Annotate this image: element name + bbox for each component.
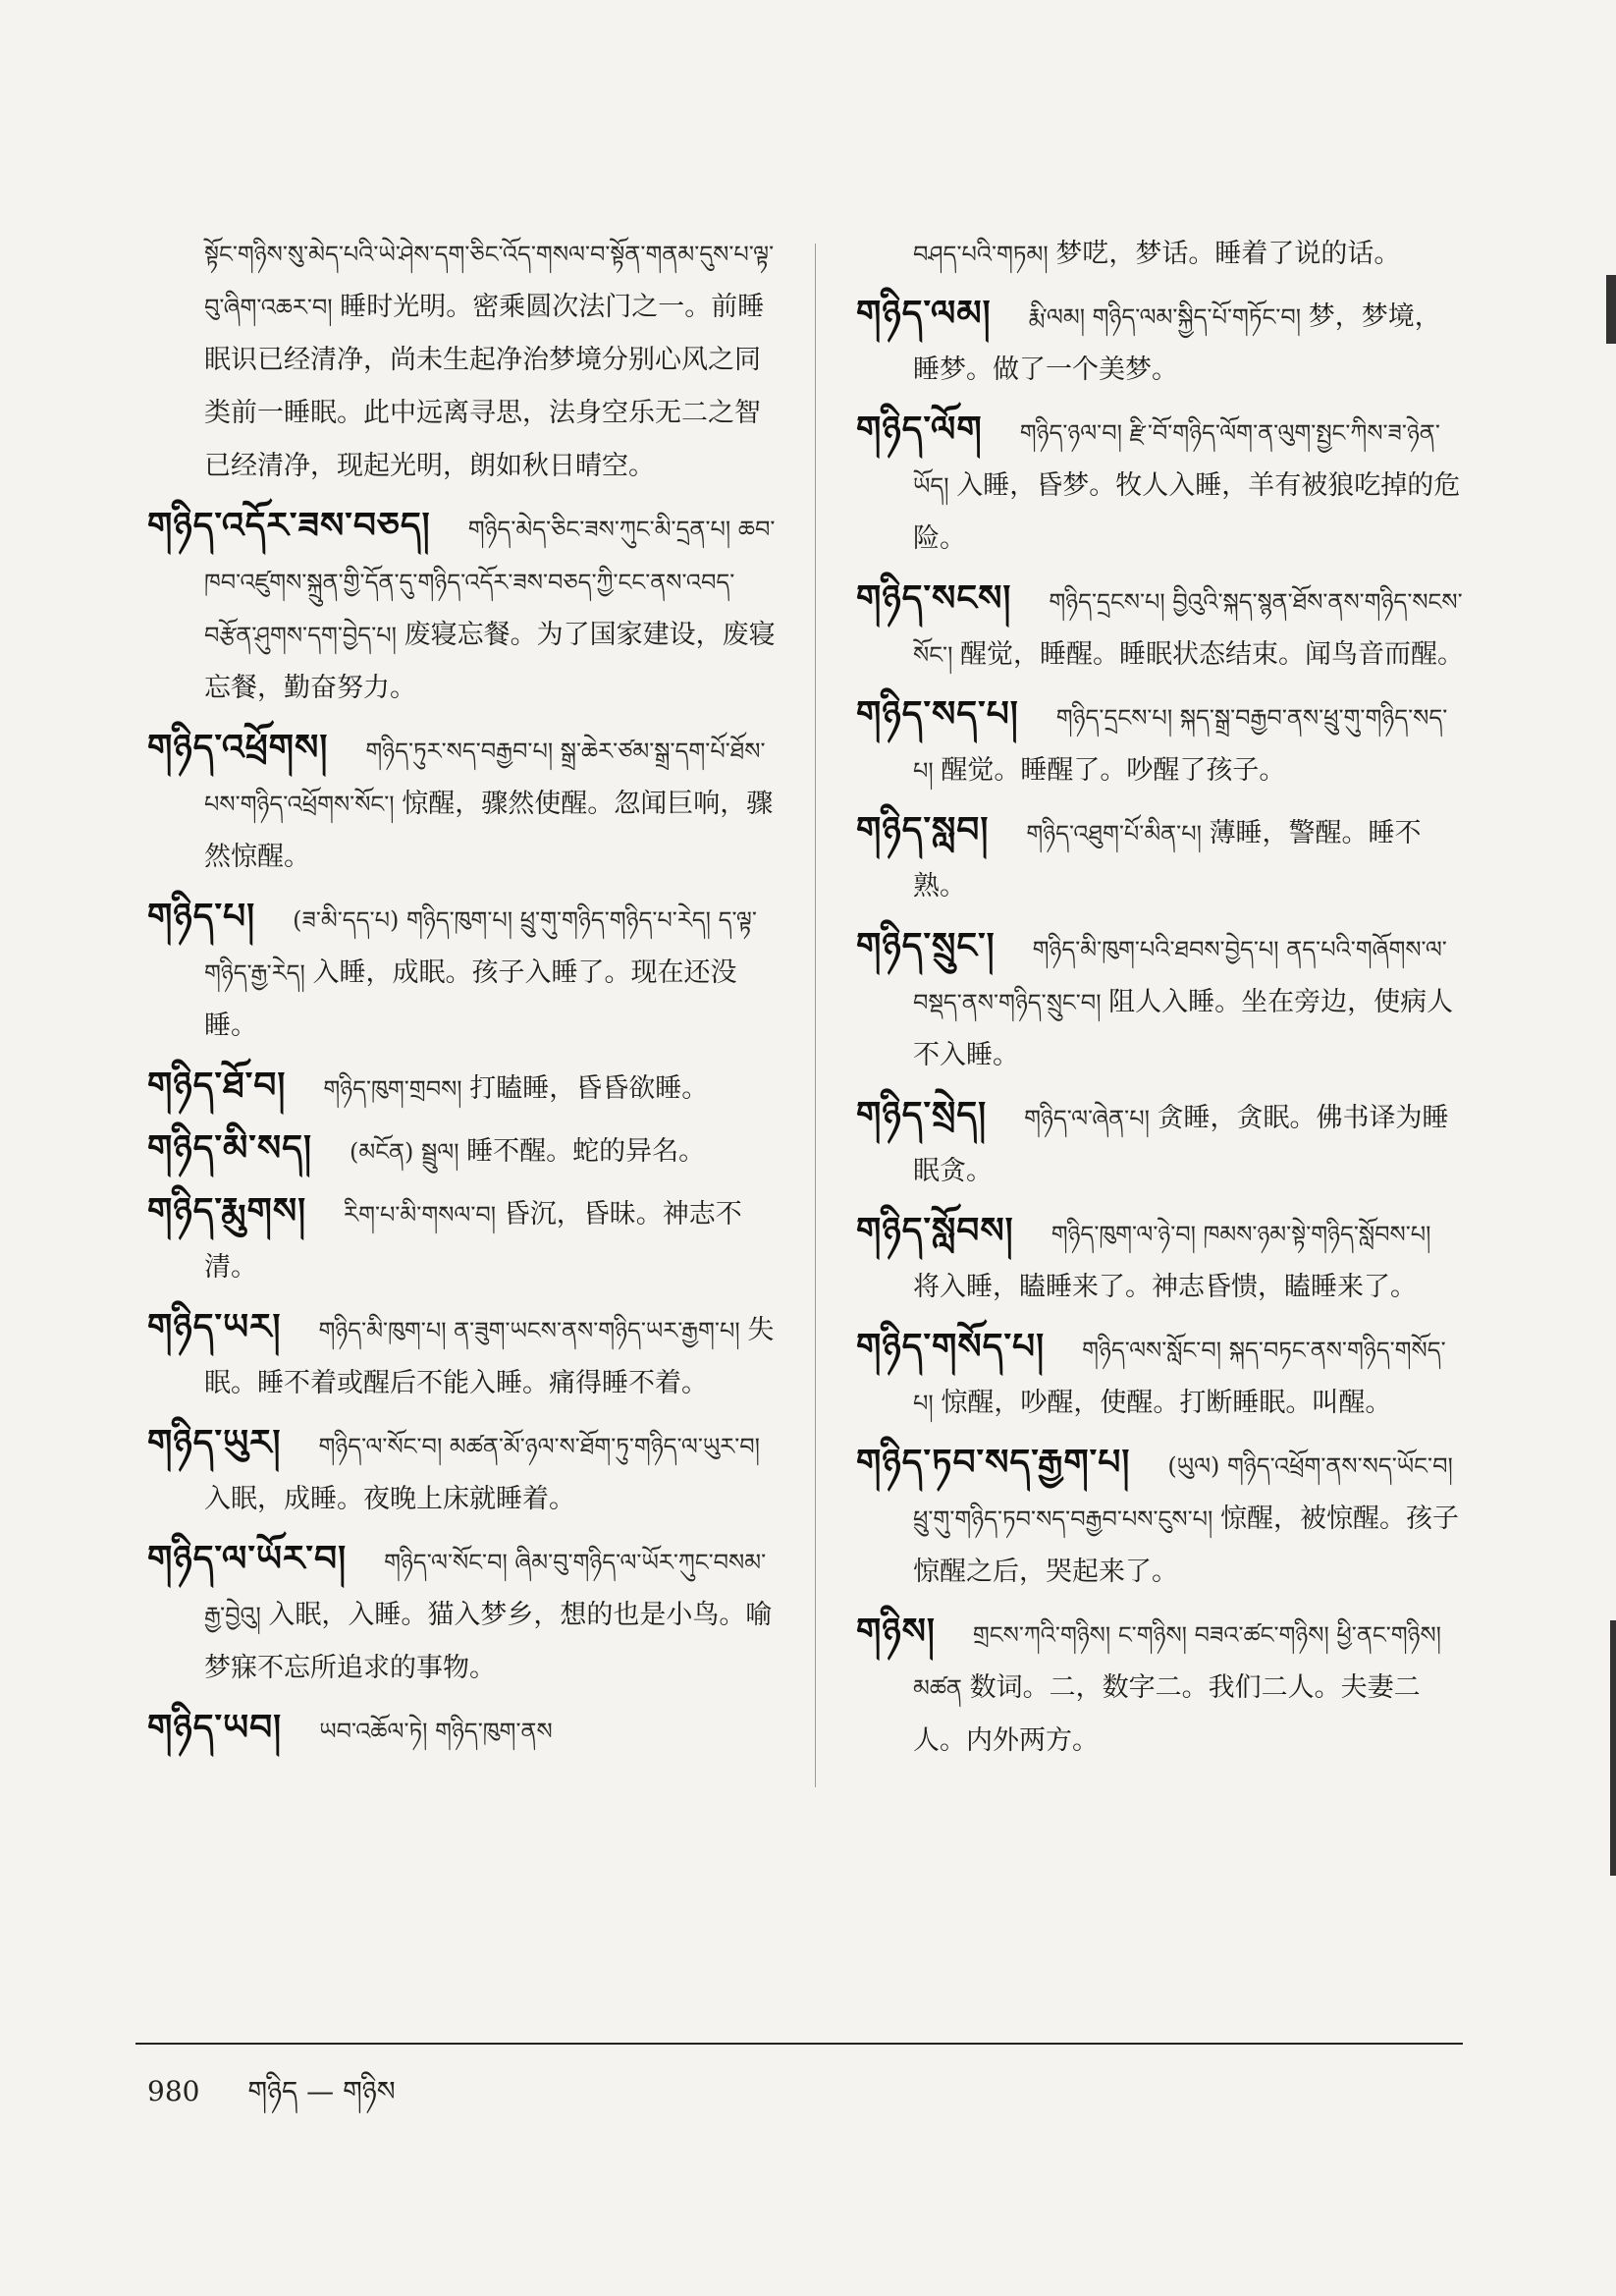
entry-chinese-definition: 惊醒，被惊醒。孩子惊醒之后，哭起来了。 bbox=[913, 1503, 1459, 1587]
entry-chinese-definition: 打瞌睡，昏昏欲睡。 bbox=[469, 1073, 709, 1104]
page-number: 980 bbox=[147, 2075, 200, 2107]
entry-tibetan-definition: རིག་པ་མི་གསལ་བ། bbox=[344, 1201, 504, 1229]
entry-chinese-definition: 梦，梦境，睡梦。做了一个美梦。 bbox=[913, 301, 1441, 385]
dictionary-entry bbox=[856, 919, 1465, 1082]
entry-tibetan-definition: གཉིད་ཏུར་སད་བརྒྱབ་པ། སྒྲ་ཆེར་ཙམ་སྒྲ་དག་པོ་ཐོས་པས་གཉིད་འཕྲོགས་སོང་། bbox=[204, 738, 766, 818]
dictionary-entry bbox=[147, 499, 776, 715]
dictionary-entry bbox=[856, 1436, 1465, 1599]
dictionary-entry bbox=[856, 1204, 1465, 1314]
entry-chinese-definition: 入睡，昏梦。牧人入睡，羊有被狼吃掉的危险。 bbox=[913, 470, 1461, 554]
dictionary-entry bbox=[856, 572, 1465, 682]
entry-chinese-definition: 入眠，入睡。猫入梦乡，想的也是小鸟。喻梦寐不忘所追求的事物。 bbox=[204, 1600, 773, 1683]
entry-tibetan-definition: གཉིད་མེད་ཅིང་ཟས་ཀུང་མི་དྲན་པ། ཆབ་ཁབ་འཛུགས་སྐྲུན་གྱི་དོན་དུ་གཉིད་འདོར་ཟས་བཅད་ཀྱི་ངང་ནས་འབད་བརྩོན་ཤུགས་དག་བྱེད་པ། bbox=[204, 516, 776, 649]
left-column bbox=[147, 228, 776, 1764]
dictionary-entry bbox=[856, 1088, 1465, 1198]
entry-headword: གཉིད་སངས། bbox=[856, 577, 1012, 619]
footer-rule bbox=[135, 2043, 1463, 2045]
page-footer bbox=[147, 2060, 396, 2138]
entry-tibetan-definition: (ཡུལ) གཉིད་འཕྲོག་ནས་སད་ཡོང་བ། ཕྲུ་གུ་གཉིད་ཏབ་སད་བརྒྱབ་པས་ངུས་པ། bbox=[913, 1452, 1453, 1533]
entry-chinese-definition: 贪睡，贪眠。佛书译为睡眠贪。 bbox=[913, 1103, 1449, 1186]
entry-tibetan-definition: གཉིད་དྲངས་པ། བྱིའུའི་སྐད་སྙན་ཐོས་ནས་གཉིད་སངས་སོང་། bbox=[913, 588, 1463, 669]
entry-tibetan-definition: བཤད་པའི་གཏམ། bbox=[913, 241, 1056, 268]
entry-chinese-definition: 数词。二，数字二。我们二人。夫妻二人。内外两方。 bbox=[913, 1672, 1421, 1756]
entry-headword: གཉིད་སླབ། bbox=[856, 809, 990, 850]
entry-tibetan-definition: གཉིད་ཁུག་ལ་ཉེ་བ། ཁམས་ཉམ་སྟེ་གཉིད་སློབས་པ། bbox=[1050, 1221, 1431, 1248]
entry-headword: གཉིད་ལམ། bbox=[856, 293, 992, 334]
entry-chinese-definition: 失眠。睡不着或醒后不能入睡。痛得睡不着。 bbox=[204, 1315, 775, 1398]
entry-headword: གཉིད་མི་སད། bbox=[147, 1127, 312, 1169]
entry-headword: གཉིད་ལོག bbox=[856, 409, 983, 450]
entry-tibetan-definition: གཉིད་ལ་སོང་བ། ཞིམ་བུ་གཉིད་ལ་ཡོར་ཀུང་བསམ་རྒྱ་བྱེའུ། bbox=[204, 1549, 767, 1629]
dictionary-entry bbox=[147, 890, 776, 1053]
dictionary-entry bbox=[856, 1605, 1465, 1768]
dictionary-entry bbox=[147, 1184, 776, 1294]
entry-tibetan-definition: གཉིད་མི་ཁུག་པ། ན་ཟུག་ཡངས་ནས་གཉིད་ཡར་རྒྱག་པ། bbox=[318, 1317, 748, 1344]
entry-headword: གཉིས། bbox=[856, 1611, 936, 1652]
entry-chinese-definition: 阻人入睡。坐在旁边，使病人不入睡。 bbox=[913, 987, 1454, 1070]
entry-headword: གཉིད་གསོད་པ། bbox=[856, 1326, 1046, 1367]
dictionary-entry bbox=[147, 1121, 776, 1178]
entry-tibetan-definition: ཡབ་འཆོལ་ཏེ། གཉིད་ཁུག་ནས bbox=[319, 1718, 553, 1745]
entry-chinese-definition: 入睡，成眠。孩子入睡了。现在还没睡。 bbox=[204, 957, 737, 1041]
dictionary-entry bbox=[856, 403, 1465, 566]
dictionary-entry bbox=[856, 1320, 1465, 1430]
entry-headword: གཉིད་ཐོ་བ། bbox=[147, 1065, 287, 1106]
dictionary-entry bbox=[856, 287, 1465, 397]
entry-tibetan-definition: གཉིད་དྲངས་པ། སྐད་སྒྲ་བརྒྱབ་ནས་ཕྲུ་གུ་གཉིད་སད་པ། bbox=[913, 704, 1448, 785]
entry-headword: གཉིད་པ། bbox=[147, 896, 256, 937]
entry-headword: གཉིད་རྨུགས། bbox=[147, 1190, 307, 1231]
column-divider bbox=[815, 244, 816, 1787]
entry-chinese-definition: 梦呓，梦话。睡着了说的话。 bbox=[1055, 239, 1401, 269]
entry-chinese-definition: 入眠，成睡。夜晚上床就睡着。 bbox=[204, 1484, 575, 1514]
entry-chinese-definition: 睡不醒。蛇的异名。 bbox=[466, 1136, 706, 1167]
entry-headword: གཉིད་སློབས། bbox=[856, 1210, 1014, 1251]
entry-headword: གཉིད་སྲུང་། bbox=[856, 925, 996, 966]
entry-tibetan-definition: གཉིད་འཐུག་པོ་མིན་པ། bbox=[1026, 820, 1210, 847]
entry-chinese-definition: 昏沉，昏昧。神志不清。 bbox=[204, 1199, 742, 1283]
dictionary-entry bbox=[856, 687, 1465, 797]
dictionary-entry bbox=[147, 1059, 776, 1116]
entry-tibetan-definition: གཉིད་ཉལ་བ། རྫི་བོ་གཉིད་ལོག་ན་ལུག་སྤྱང་ཀིས་ཟ་ཉེན་ཡོད། bbox=[913, 419, 1440, 500]
entry-tibetan-definition: གྲངས་ཀའི་གཉིས། ང་གཉིས། བཟའ་ཚང་གཉིས། ཕྱི་ནང་གཉིས། མཚན bbox=[913, 1621, 1441, 1702]
dictionary-entry bbox=[147, 1300, 776, 1410]
entry-headword: གཉིད་འཕྲོགས། bbox=[147, 727, 329, 768]
running-head: གཉིད — གཉིས bbox=[247, 2075, 396, 2107]
scan-edge-mark bbox=[1610, 1620, 1616, 1876]
entry-headword: གཉིད་སད་པ། bbox=[856, 693, 1019, 735]
entry-headword: གཉིད་ལ་ཡོར་བ། bbox=[147, 1538, 348, 1579]
entry-tibetan-definition: གཉིད་ལ་ཞེན་པ། bbox=[1024, 1105, 1158, 1132]
entry-headword: གཉིད་འདོར་ཟས་བཅད། bbox=[147, 505, 431, 546]
entry-tibetan-definition: སྟོང་གཉིས་སུ་མེད་པའི་ཡེ་ཤེས་དག་ཅིང་འོད་གསལ་བ་སྟོན་གནམ་དུས་པ་ལྟ་བུ་ཞིག་འཆར་བ། bbox=[204, 241, 775, 321]
dictionary-entry bbox=[856, 228, 1465, 281]
entry-chinese-definition: 醒觉。睡醒了。吵醒了孩子。 bbox=[941, 755, 1286, 786]
entry-chinese-definition: 惊醒，吵醒，使醒。打断睡眠。叫醒。 bbox=[941, 1388, 1392, 1418]
dictionary-entry bbox=[147, 1701, 776, 1758]
dictionary-entry bbox=[147, 1416, 776, 1526]
entry-chinese-definition: 薄睡，警醒。睡不熟。 bbox=[913, 818, 1422, 902]
entry-tibetan-definition: གཉིད་མི་ཁུག་པའི་ཐབས་བྱེད་པ། ནད་པའི་གཞོགས་ལ་བསྡད་ནས་གཉིད་སྲུང་བ། bbox=[913, 936, 1447, 1016]
dictionary-entry bbox=[856, 803, 1465, 913]
entry-tibetan-definition: རྨི་ལམ། གཉིད་ལམ་སྐྱིད་པོ་གཏོང་བ། bbox=[1028, 303, 1309, 331]
dictionary-entry bbox=[147, 228, 776, 493]
entry-headword: གཉིད་ཡུར། bbox=[147, 1422, 282, 1463]
entry-chinese-definition: 将入睡，瞌睡来了。神志昏愦，瞌睡来了。 bbox=[913, 1272, 1417, 1302]
entry-chinese-definition: 睡时光明。密乘圆次法门之一。前睡眠识已经清净，尚未生起净治梦境分别心风之同类前一睡眠。此中远离寻思，法身空乐无二之智已经清净，现起光明，朗如秋日晴空。 bbox=[204, 292, 765, 481]
dictionary-entry bbox=[147, 721, 776, 884]
entry-tibetan-definition: གཉིད་ལས་སློང་བ། སྐད་བཏང་ནས་གཉིད་གསོད་པ། bbox=[913, 1337, 1446, 1417]
entry-headword: གཉིད་ཏབ་སད་རྒྱག་པ། bbox=[856, 1442, 1131, 1483]
entry-chinese-definition: 惊醒，骤然使醒。忽闻巨响，骤然惊醒。 bbox=[204, 789, 774, 872]
entry-tibetan-definition: (ཟ་མི་དད་པ) གཉིད་ཁུག་པ། ཕྲུ་གུ་གཉིད་གཉིད་པ་རེད། ད་ལྟ་གཉིད་རྒྱ་རེད། bbox=[204, 906, 757, 987]
dictionary-entry bbox=[147, 1532, 776, 1695]
entry-headword: གཉིད་ཡབ། bbox=[147, 1707, 283, 1748]
entry-tibetan-definition: གཉིད་ལ་སོང་བ། མཚན་མོ་ཉལ་ས་ཐོག་ཏུ་གཉིད་ལ་ཡུར་བ། bbox=[318, 1433, 760, 1460]
scan-edge-mark bbox=[1606, 275, 1616, 344]
entry-headword: གཉིད་སྲེད། bbox=[856, 1094, 988, 1135]
entry-headword: གཉིད་ཡར། bbox=[147, 1306, 282, 1347]
entry-tibetan-definition: གཉིད་ཁུག་གྲབས། bbox=[323, 1075, 470, 1103]
entry-chinese-definition: 醒觉，睡醒。睡眠状态结束。闻鸟音而醒。 bbox=[960, 639, 1465, 670]
right-column bbox=[856, 228, 1465, 1774]
entry-tibetan-definition: (མངོན) སྦྲུལ། bbox=[349, 1138, 467, 1166]
entry-chinese-definition: 废寝忘餐。为了国家建设，废寝忘餐，勤奋努力。 bbox=[204, 620, 776, 703]
